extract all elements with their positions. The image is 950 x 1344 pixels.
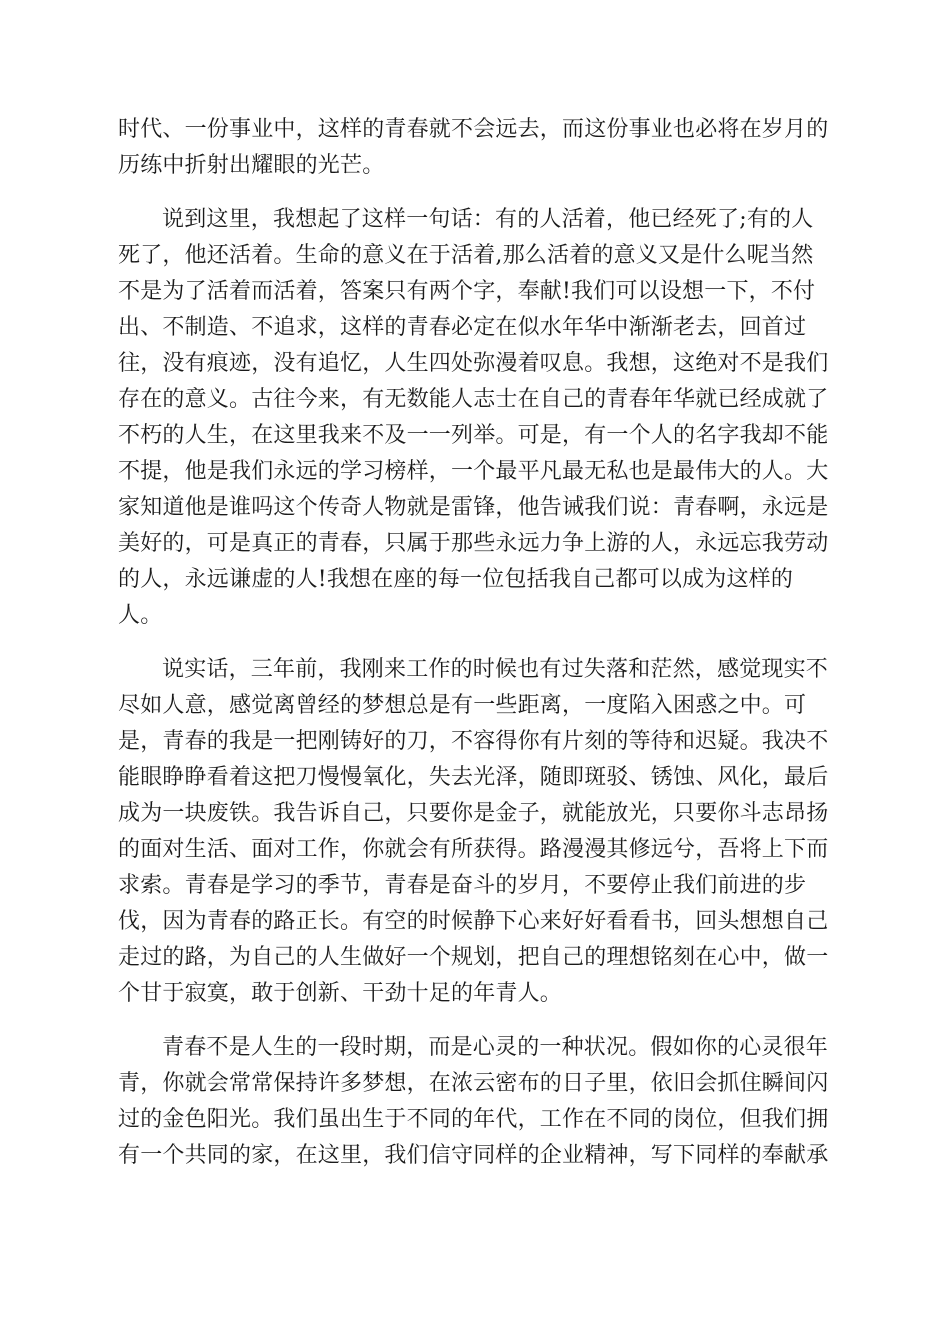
- text-line: 死了，他还活着。生命的意义在于活着,那么活着的意义又是什么呢当然: [118, 243, 814, 268]
- text-line: 过的金色阳光。我们虽出生于不同的年代，工作在不同的岗位，但我们拥: [118, 1107, 829, 1132]
- text-line: 青春不是人生的一段时期，而是心灵的一种状况。假如你的心灵很年: [162, 1035, 829, 1060]
- text-line: 人。: [118, 603, 163, 628]
- text-line: 是，青春的我是一把刚铸好的刀，不容得你有片刻的等待和迟疑。我决不: [118, 729, 829, 754]
- text-line: 尽如人意，感觉离曾经的梦想总是有一些距离，一度陷入困惑之中。可: [118, 693, 807, 718]
- text-line: 能眼睁睁看着这把刀慢慢氧化，失去光泽，随即斑驳、锈蚀、风化，最后: [118, 765, 829, 790]
- text-line: 美好的，可是真正的青春，只属于那些永远力争上游的人，永远忘我劳动: [118, 531, 829, 556]
- text-line: 不是为了活着而活着，答案只有两个字，奉献!我们可以设想一下，不付: [118, 279, 816, 304]
- text-line: 存在的意义。古往今来，有无数能人志士在自己的青春年华就已经成就了: [118, 387, 829, 412]
- text-line: 的人，永远谦虚的人!我想在座的每一位包括我自己都可以成为这样的: [118, 567, 794, 592]
- text-line: 时代、一份事业中，这样的青春就不会远去，而这份事业也必将在岁月的: [118, 117, 829, 142]
- text-line: 历练中折射出耀眼的光芒。: [118, 153, 385, 178]
- text-line: 青，你就会常常保持许多梦想，在浓云密布的日子里，依旧会抓住瞬间闪: [118, 1071, 829, 1096]
- text-line: 成为一块废铁。我告诉自己，只要你是金子，就能放光，只要你斗志昂扬: [118, 801, 829, 826]
- text-line: 有一个共同的家，在这里，我们信守同样的企业精神，写下同样的奉献承: [118, 1143, 829, 1168]
- text-line: 求索。青春是学习的季节，青春是奋斗的岁月，不要停止我们前进的步: [118, 873, 807, 898]
- text-line: 个甘于寂寞，敢于创新、干劲十足的年青人。: [118, 981, 563, 1006]
- text-line: 说实话，三年前，我刚来工作的时候也有过失落和茫然，感觉现实不: [162, 657, 829, 682]
- text-line: 不提，他是我们永远的学习榜样，一个最平凡最无私也是最伟大的人。大: [118, 459, 829, 484]
- text-line: 出、不制造、不追求，这样的青春必定在似水年华中渐渐老去，回首过: [118, 315, 807, 340]
- text-line: 家知道他是谁吗这个传奇人物就是雷锋，他告诫我们说：青春啊，永远是: [118, 495, 829, 520]
- text-line: 的面对生活、面对工作，你就会有所获得。路漫漫其修远兮，吾将上下而: [118, 837, 829, 862]
- text-line: 往，没有痕迹，没有追忆，人生四处弥漫着叹息。我想，这绝对不是我们: [118, 351, 829, 376]
- text-line: 伐，因为青春的路正长。有空的时候静下心来好好看看书，回头想想自己: [118, 909, 829, 934]
- text-line: 不朽的人生，在这里我来不及一一列举。可是，有一个人的名字我却不能: [118, 423, 829, 448]
- text-line: 说到这里，我想起了这样一句话：有的人活着，他已经死了;有的人: [162, 207, 814, 232]
- text-line: 走过的路，为自己的人生做好一个规划，把自己的理想铭刻在心中，做一: [118, 945, 829, 970]
